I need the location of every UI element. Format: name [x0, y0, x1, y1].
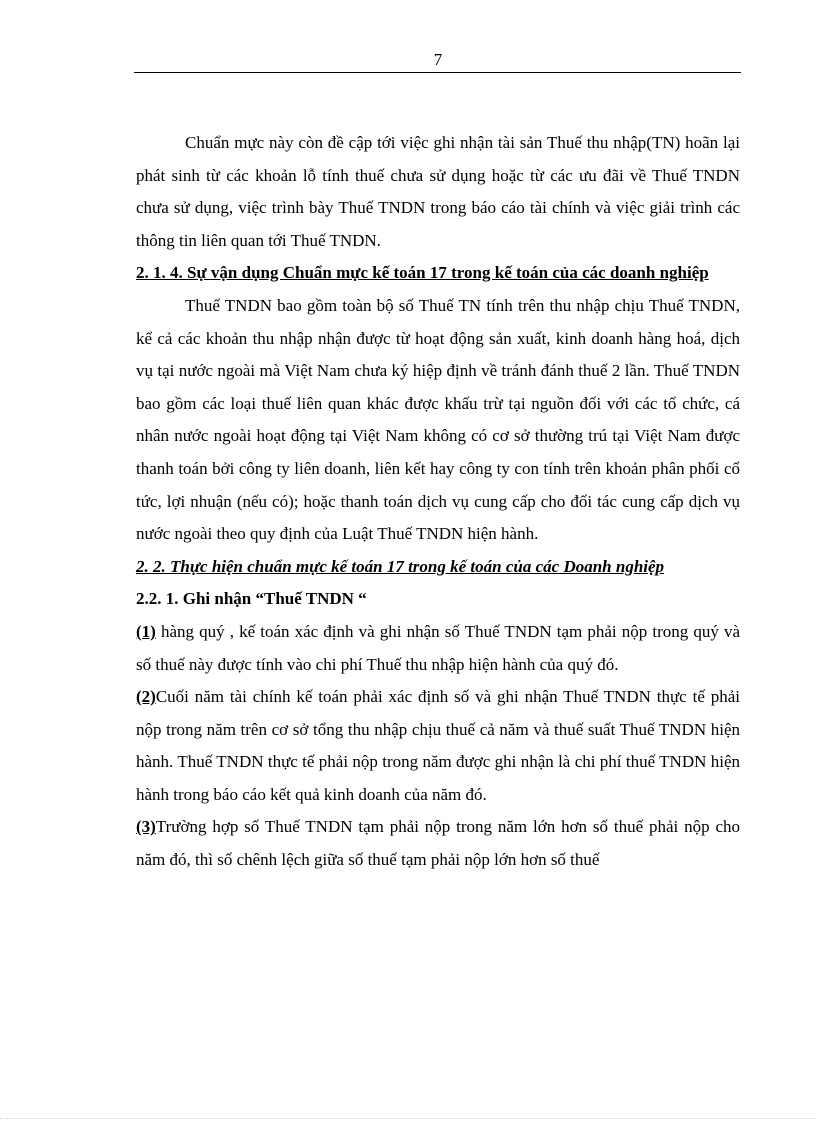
page-bottom-edge — [0, 1118, 816, 1119]
list-item-2 — [136, 681, 740, 811]
list-item-1 — [136, 616, 740, 681]
section-heading-2-2-1: 2.2. 1. Ghi nhận “Thuế TNDN “ — [136, 589, 367, 609]
page-number: 7 — [433, 50, 443, 69]
section-heading-2-1-4: 2. 1. 4. Sự vận dụng Chuẩn mực kế toán 17 trong kế toán của các doanh nghiệp — [136, 263, 709, 283]
list-item-3-number: (3) — [136, 817, 156, 837]
list-item-2-number: (2) — [136, 687, 156, 707]
list-item-3-text: Trường hợp số Thuế TNDN tạm phải nộp trong năm lớn hơn số thuế phải nộp cho năm đó, thì số chênh lệch giữa số thuế tạm phải nộp lớn hơn số thuế — [136, 817, 740, 870]
header-divider — [134, 72, 741, 73]
list-item-2-text: Cuối năm tài chính kế toán phải xác định số và ghi nhận Thuế TNDN thực tế phải nộp trong năm trên cơ sở tổng thu nhập chịu thuế cả năm và thuế suất Thuế TNDN hiện hành. Thuế TNDN thực tế phải nộp trong năm được ghi nhận là chi phí thuế TNDN hiện hành trong báo cáo kết quả kinh doanh của năm đó. — [136, 687, 740, 804]
section-heading-2-2: 2. 2. Thực hiện chuẩn mực kế toán 17 trong kế toán của các Doanh nghiệp — [136, 556, 665, 576]
paragraph-intro: Chuẩn mực này còn đề cập tới việc ghi nhận tài sản Thuế thu nhập(TN) hoãn lại phát sinh từ các khoản lỗ tính thuế chưa sử dụng hoặc từ các ưu đãi về Thuế TNDN chưa sử dụng, việc trình bày Thuế TNDN trong báo cáo tài chính và việc giải trình các thông tin liên quan tới Thuế TNDN. — [136, 133, 740, 250]
list-item-1-number: (1) — [136, 621, 156, 641]
document-body — [136, 127, 740, 877]
paragraph-tndn-definition: Thuế TNDN bao gồm toàn bộ số Thuế TN tính trên thu nhập chịu Thuế TNDN, kể cả các khoản thu nhập nhận được từ hoạt động sản xuất, kinh doanh hàng hoá, dịch vụ tại nước ngoài mà Việt Nam chưa ký hiệp định về tránh đánh thuế 2 lần. Thuế TNDN bao gồm các loại thuế liên quan khác được khấu trừ tại nguồn đối với các tổ chức, cá nhân nước ngoài hoạt động tại Việt Nam không có cơ sở thường trú tại Việt Nam được thanh toán bởi công ty liên doanh, liên kết hay công ty con tính trên khoản phân phối cổ tức, lợi nhuận (nếu có); hoặc thanh toán dịch vụ cung cấp cho đối tác cung cấp dịch vụ nước ngoài theo quy định của Luật Thuế TNDN hiện hành. — [136, 295, 740, 544]
list-item-3 — [136, 811, 740, 876]
list-item-1-text: hàng quý , kế toán xác định và ghi nhận số Thuế TNDN tạm phải nộp trong quý và số thuế này được tính vào chi phí Thuế thu nhập hiện hành của quý đó. — [136, 621, 740, 674]
